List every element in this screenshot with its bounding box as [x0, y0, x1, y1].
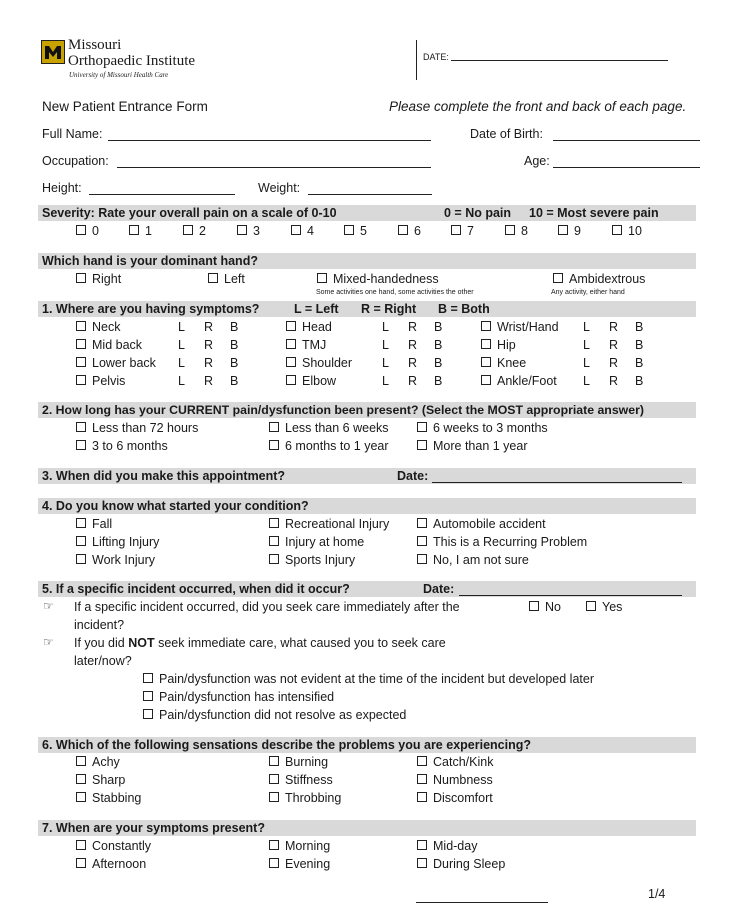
occupation-label: Occupation:	[42, 154, 109, 168]
symptom-lower-back[interactable]: Lower back	[76, 356, 156, 370]
checkbox[interactable]	[76, 422, 86, 432]
full-name-field[interactable]	[108, 140, 431, 141]
checkbox[interactable]	[76, 357, 86, 367]
checkbox[interactable]	[417, 840, 427, 850]
hand-mixed-note: Some activities one hand, some activities the other	[316, 289, 474, 296]
org-name-line2: Orthopaedic Institute	[68, 53, 196, 69]
q3-label: 3. When did you make this appointment?	[42, 469, 286, 483]
checkbox[interactable]	[417, 536, 427, 546]
checkbox[interactable]	[143, 691, 153, 701]
severity-label: Severity: Rate your overall pain on a scale of 0-10	[42, 206, 337, 220]
cause-recreational-injury[interactable]: Recreational Injury	[269, 517, 389, 531]
lrb-knee[interactable]: L R B	[583, 356, 644, 370]
severity-option-3[interactable]: 3	[237, 224, 260, 238]
header-divider	[416, 40, 417, 80]
when-mid-day[interactable]: Mid-day	[417, 839, 477, 853]
checkbox[interactable]	[417, 440, 427, 450]
occupation-field[interactable]	[117, 167, 431, 168]
checkbox[interactable]	[76, 225, 86, 235]
q5-date-label: Date:	[423, 582, 455, 596]
symptom-head[interactable]: Head	[286, 320, 332, 334]
checkbox[interactable]	[269, 422, 279, 432]
checkbox[interactable]	[586, 601, 596, 611]
severity-option-5[interactable]: 5	[344, 224, 367, 238]
q5-sub1-line2: incident?	[74, 618, 125, 632]
lrb-elbow[interactable]: L R B	[382, 374, 443, 388]
severity-option-9[interactable]: 9	[558, 224, 581, 238]
sensation-throbbing[interactable]: Throbbing	[269, 791, 341, 805]
symptom-knee[interactable]: Knee	[481, 356, 526, 370]
checkbox[interactable]	[76, 273, 86, 283]
checkbox[interactable]	[481, 375, 491, 385]
duration-lt-72h[interactable]: Less than 72 hours	[76, 421, 198, 435]
hand-option-right[interactable]: Right	[76, 272, 121, 286]
sensation-burning[interactable]: Burning	[269, 755, 328, 769]
sensation-sharp[interactable]: Sharp	[76, 773, 125, 787]
q5-reason-not-resolved[interactable]: Pain/dysfunction did not resolve as expected	[143, 708, 406, 722]
checkbox[interactable]	[417, 792, 427, 802]
severity-option-10[interactable]: 10	[612, 224, 642, 238]
weight-field[interactable]	[308, 194, 432, 195]
hand-option-mixed[interactable]: Mixed-handedness	[317, 272, 439, 286]
checkbox[interactable]	[269, 536, 279, 546]
q6-label: 6. Which of the following sensations describe the problems you are experiencing?	[42, 738, 531, 752]
lrb-head[interactable]: L R B	[382, 320, 443, 334]
q5-sub2-line1: If you did NOT seek immediate care, what caused you to seek care	[74, 636, 446, 650]
lrb-pelvis[interactable]: L R B	[178, 374, 239, 388]
checkbox[interactable]	[76, 554, 86, 564]
checkbox[interactable]	[481, 321, 491, 331]
q4-label: 4. Do you know what started your condition?	[42, 499, 309, 513]
q1-key-right: R = Right	[361, 302, 417, 316]
checkbox[interactable]	[237, 225, 247, 235]
symptom-wrist-hand[interactable]: Wrist/Hand	[481, 320, 559, 334]
severity-option-0[interactable]: 0	[76, 224, 99, 238]
hand-option-left[interactable]: Left	[208, 272, 245, 286]
checkbox[interactable]	[417, 518, 427, 528]
q1-key-both: B = Both	[438, 302, 490, 316]
hand-option-ambidextrous[interactable]: Ambidextrous	[553, 272, 645, 286]
org-name-line1: Missouri	[68, 37, 122, 53]
severity-option-1[interactable]: 1	[129, 224, 152, 238]
full-name-label: Full Name:	[42, 127, 103, 141]
symptom-tmj[interactable]: TMJ	[286, 338, 326, 352]
checkbox[interactable]	[451, 225, 461, 235]
checkbox[interactable]	[558, 225, 568, 235]
q5-reason-intensified[interactable]: Pain/dysfunction has intensified	[143, 690, 334, 704]
lrb-mid-back[interactable]: L R B	[178, 338, 239, 352]
cause-injury-at-home[interactable]: Injury at home	[269, 535, 364, 549]
checkbox[interactable]	[269, 792, 279, 802]
checkbox[interactable]	[269, 554, 279, 564]
severity-option-4[interactable]: 4	[291, 224, 314, 238]
cause-lifting-injury[interactable]: Lifting Injury	[76, 535, 159, 549]
symptom-hip[interactable]: Hip	[481, 338, 516, 352]
cause-work-injury[interactable]: Work Injury	[76, 553, 155, 567]
checkbox[interactable]	[76, 321, 86, 331]
sensation-discomfort[interactable]: Discomfort	[417, 791, 493, 805]
sensation-stiffness[interactable]: Stiffness	[269, 773, 333, 787]
when-morning[interactable]: Morning	[269, 839, 330, 853]
cause-automobile-accident[interactable]: Automobile accident	[417, 517, 546, 531]
checkbox[interactable]	[417, 858, 427, 868]
q5-option-no[interactable]: No	[529, 600, 561, 614]
initials-field[interactable]	[416, 902, 548, 903]
checkbox[interactable]	[612, 225, 622, 235]
symptom-neck[interactable]: Neck	[76, 320, 120, 334]
lrb-ankle-foot[interactable]: L R B	[583, 374, 644, 388]
checkbox[interactable]	[269, 440, 279, 450]
org-subtitle: University of Missouri Health Care	[69, 71, 169, 79]
sensation-achy[interactable]: Achy	[76, 755, 120, 769]
checkbox[interactable]	[398, 225, 408, 235]
symptom-pelvis[interactable]: Pelvis	[76, 374, 125, 388]
symptom-mid-back[interactable]: Mid back	[76, 338, 142, 352]
duration-6w-3m[interactable]: 6 weeks to 3 months	[417, 421, 548, 435]
q2-label: 2. How long has your CURRENT pain/dysfunction been present? (Select the MOST appropriate answer)	[42, 403, 644, 417]
hand-ambi-note: Any activity, either hand	[551, 289, 625, 296]
q5-sub2-line2: later/now?	[74, 654, 132, 668]
dob-field[interactable]	[553, 140, 700, 141]
form-title: New Patient Entrance Form	[42, 99, 208, 114]
sensation-numbness[interactable]: Numbness	[417, 773, 493, 787]
checkbox[interactable]	[417, 756, 427, 766]
severity-option-8[interactable]: 8	[505, 224, 528, 238]
q3-date-label: Date:	[397, 469, 429, 483]
checkbox[interactable]	[417, 774, 427, 784]
checkbox[interactable]	[481, 357, 491, 367]
checkbox[interactable]	[505, 225, 515, 235]
duration-3-6-months[interactable]: 3 to 6 months	[76, 439, 168, 453]
q5-date-field[interactable]	[459, 595, 682, 596]
duration-gt-1y[interactable]: More than 1 year	[417, 439, 528, 453]
checkbox[interactable]	[76, 440, 86, 450]
checkbox[interactable]	[208, 273, 218, 283]
cause-not-sure[interactable]: No, I am not sure	[417, 553, 529, 567]
lrb-tmj[interactable]: L R B	[382, 338, 443, 352]
q5-reason-developed-later[interactable]: Pain/dysfunction was not evident at the time of the incident but developed later	[143, 672, 594, 686]
pointing-hand-icon: ☞	[43, 635, 54, 649]
checkbox[interactable]	[269, 858, 279, 868]
severity-zero-key: 0 = No pain	[444, 206, 512, 220]
symptom-ankle-foot[interactable]: Ankle/Foot	[481, 374, 557, 388]
duration-lt-6-weeks[interactable]: Less than 6 weeks	[269, 421, 389, 435]
checkbox[interactable]	[76, 518, 86, 528]
age-label: Age:	[524, 154, 550, 168]
q5-label: 5. If a specific incident occurred, when did it occur?	[42, 582, 350, 596]
cause-fall[interactable]: Fall	[76, 517, 112, 531]
severity-option-7[interactable]: 7	[451, 224, 474, 238]
checkbox[interactable]	[286, 321, 296, 331]
logo	[41, 40, 65, 64]
mizzou-logo-icon	[42, 41, 64, 63]
hand-label: Which hand is your dominant hand?	[42, 254, 258, 268]
checkbox[interactable]	[143, 709, 153, 719]
symptom-elbow[interactable]: Elbow	[286, 374, 336, 388]
when-constantly[interactable]: Constantly	[76, 839, 151, 853]
symptom-shoulder[interactable]: Shoulder	[286, 356, 352, 370]
severity-option-2[interactable]: 2	[183, 224, 206, 238]
checkbox[interactable]	[76, 536, 86, 546]
page-number: 1/4	[648, 887, 666, 901]
q1-label: 1. Where are you having symptoms?	[42, 302, 260, 316]
checkbox[interactable]	[269, 518, 279, 528]
height-label: Height:	[42, 181, 82, 195]
q5-sub1-line1: If a specific incident occurred, did you seek care immediately after the	[74, 600, 460, 614]
checkbox[interactable]	[553, 273, 563, 283]
checkbox[interactable]	[317, 273, 327, 283]
checkbox[interactable]	[269, 840, 279, 850]
sensation-stabbing[interactable]: Stabbing	[76, 791, 141, 805]
checkbox[interactable]	[269, 756, 279, 766]
q3-date-field[interactable]	[432, 482, 682, 483]
weight-label: Weight:	[258, 181, 301, 195]
checkbox[interactable]	[286, 375, 296, 385]
lrb-neck[interactable]: L R B	[178, 320, 239, 334]
checkbox[interactable]	[529, 601, 539, 611]
checkbox[interactable]	[481, 339, 491, 349]
checkbox[interactable]	[76, 774, 86, 784]
checkbox[interactable]	[183, 225, 193, 235]
sensation-catch-kink[interactable]: Catch/Kink	[417, 755, 493, 769]
checkbox[interactable]	[76, 339, 86, 349]
date-label: DATE:	[423, 52, 449, 62]
checkbox[interactable]	[76, 792, 86, 802]
q1-key-left: L = Left	[294, 302, 339, 316]
lrb-lower-back[interactable]: L R B	[178, 356, 239, 370]
checkbox[interactable]	[76, 858, 86, 868]
cause-sports-injury[interactable]: Sports Injury	[269, 553, 355, 567]
when-afternoon[interactable]: Afternoon	[76, 857, 146, 871]
cause-recurring-problem[interactable]: This is a Recurring Problem	[417, 535, 587, 549]
checkbox[interactable]	[76, 375, 86, 385]
severity-option-6[interactable]: 6	[398, 224, 421, 238]
checkbox[interactable]	[76, 840, 86, 850]
checkbox[interactable]	[269, 774, 279, 784]
checkbox[interactable]	[286, 357, 296, 367]
date-field[interactable]	[451, 60, 668, 61]
checkbox[interactable]	[344, 225, 354, 235]
age-field[interactable]	[553, 167, 700, 168]
q5-option-yes[interactable]: Yes	[586, 600, 622, 614]
height-field[interactable]	[89, 194, 235, 195]
lrb-hip[interactable]: L R B	[583, 338, 644, 352]
lrb-wrist-hand[interactable]: L R B	[583, 320, 644, 334]
checkbox[interactable]	[129, 225, 139, 235]
checkbox[interactable]	[76, 756, 86, 766]
duration-6m-1y[interactable]: 6 months to 1 year	[269, 439, 389, 453]
checkbox[interactable]	[417, 554, 427, 564]
severity-ten-key: 10 = Most severe pain	[529, 206, 659, 220]
checkbox[interactable]	[286, 339, 296, 349]
checkbox[interactable]	[291, 225, 301, 235]
q7-label: 7. When are your symptoms present?	[42, 821, 265, 835]
form-instructions: Please complete the front and back of each page.	[389, 99, 687, 114]
pointing-hand-icon: ☞	[43, 599, 54, 613]
dob-label: Date of Birth:	[470, 127, 543, 141]
when-evening[interactable]: Evening	[269, 857, 330, 871]
lrb-shoulder[interactable]: L R B	[382, 356, 443, 370]
checkbox[interactable]	[417, 422, 427, 432]
checkbox[interactable]	[143, 673, 153, 683]
when-during-sleep[interactable]: During Sleep	[417, 857, 505, 871]
